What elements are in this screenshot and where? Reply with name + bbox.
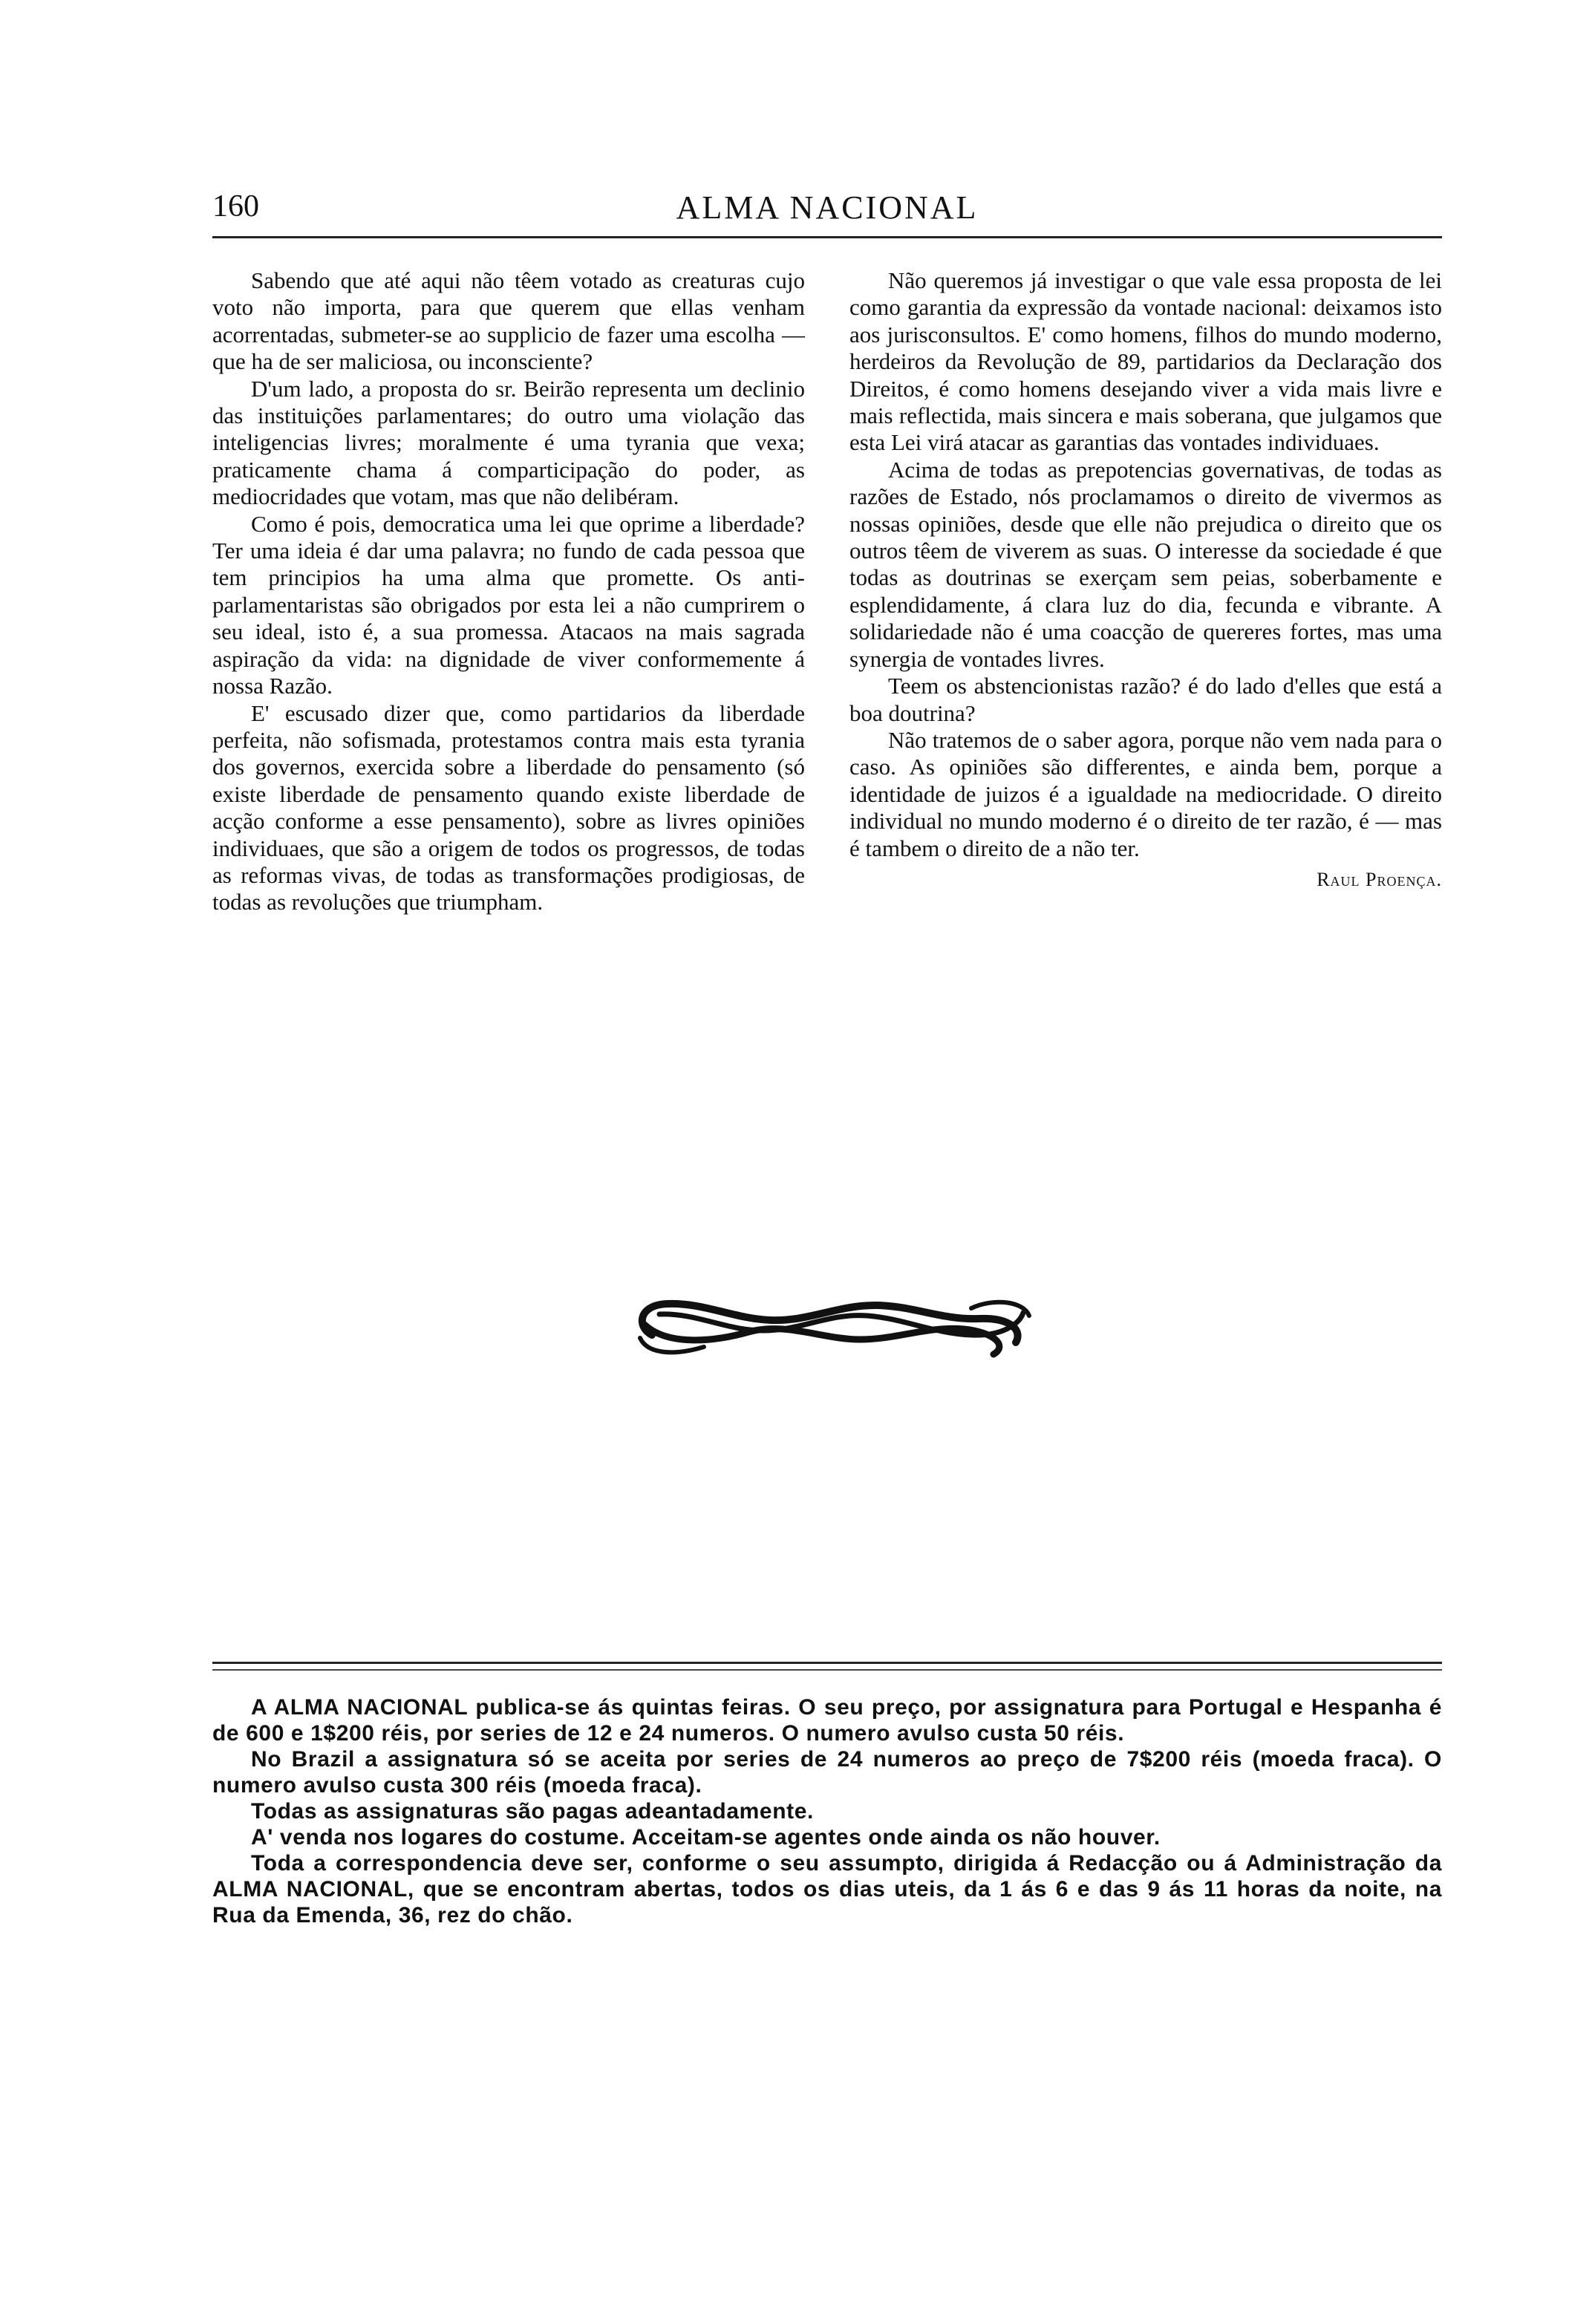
notice-paragraph: A' venda nos logares do costume. Acceitam-se agentes onde ainda os não houver. <box>251 1825 1161 1850</box>
divider <box>212 1669 1442 1671</box>
notice-paragraph: Todas as assignaturas são pagas adeantadamente. <box>251 1799 814 1824</box>
notice-paragraph: A ALMA NACIONAL publica-se ás quintas feiras. O seu preço, por assignatura para Portugal e Hespanha é de 600 e 1$200 réis, por series de 12 e 24 numeros. O numero avulso custa 50 réis. <box>212 1695 1442 1746</box>
left-column <box>212 267 805 916</box>
paragraph: Não queremos já investigar o que vale essa proposta de lei como garantia da expressão da vontade nacional: deixamos isto aos jurisconsultos. E' como homens, filhos do mundo moderno, herdeiros da Revolução de 89, partidarios da Declaração dos Direitos, é como homens desejando viver a vida mais livre e mais reflectida, mais sincera e mais soberana, que julgamos que esta Lei virá atacar as garantias das vontades individuaes. <box>849 267 1442 456</box>
paragraph: Sabendo que até aqui não têem votado as creaturas cujo voto não importa, para que querem que ellas venham acorrentadas, submeter-se ao supplicio de fazer uma escolha — que ha de ser maliciosa, ou inconsciente? <box>212 267 805 375</box>
notice-paragraph: Toda a correspondencia deve ser, conforme o seu assumpto, dirigida á Redacção ou á Administração da ALMA NACIONAL, que se encontram abertas, todos os dias uteis, da 1 ás 6 e das 9 ás 11 horas da noite, na Rua da Emenda, 36, rez do chão. <box>212 1851 1442 1928</box>
paragraph: Acima de todas as prepotencias governativas, de todas as razões de Estado, nós proclamamos o direito de vivermos as nossas opiniões, desde que elle não prejudica o direito que os outros têem de viverem as suas. O interesse da sociedade é que todas as doutrinas se exerçam sem peias, soberbamente e esplendidamente, á clara luz do dia, fecunda e vibrante. A solidariedade não é uma coacção de quereres fortes, mas uma synergia de vontades livres. <box>849 456 1442 672</box>
paragraph: Teem os abstencionistas razão? é do lado d'elles que está a boa doutrina? <box>849 673 1442 726</box>
scroll-ornament-icon <box>622 1283 1038 1366</box>
page-number: 160 <box>212 189 259 223</box>
right-column <box>849 267 1442 893</box>
paragraph: E' escusado dizer que, como partidarios da liberdade perfeita, não sofismada, protestamos contra mais esta tyrania dos governos, exercida sobre a liberdade do pensamento (só existe liberdade de pensamento quando existe liberdade de acção conforme a esse pensamento), sobre as livres opiniões individuaes, que são a origem de todos os progressos, de todas as reformas vivas, de todas as transformações prodigiosas, de todas as revoluções que triumpham. <box>212 699 805 915</box>
paragraph: D'um lado, a proposta do sr. Beirão representa um declinio das instituições parlamentares; do outro uma violação das inteligencias livres; moralmente é uma tyrania que vexa; praticamente chama á comparticipação do poder, as mediocridades que votam, mas que não delibéram. <box>212 375 805 510</box>
divider <box>212 1662 1442 1664</box>
author-signature: Raul Proença. <box>1317 868 1442 890</box>
publication-notice <box>212 1694 1442 1928</box>
journal-title: ALMA NACIONAL <box>676 189 979 226</box>
notice-paragraph: No Brazil a assignatura só se aceita por series de 24 numeros ao preço de 7$200 réis (moeda fraca). O numero avulso custa 300 réis (moeda fraca). <box>212 1747 1442 1798</box>
footer-rules <box>212 1662 1442 1675</box>
page-header <box>212 186 1442 232</box>
paragraph: Não tratemos de o saber agora, porque não vem nada para o caso. As opiniões são differentes, e ainda bem, porque a identidade de juizos é a igualdade na mediocridade. O direito individual no mundo moderno é o direito de ter razão, é — mas é tambem o direito de a não ter. <box>849 726 1442 861</box>
header-rule <box>212 236 1442 238</box>
paragraph: Como é pois, democratica uma lei que oprime a liberdade? Ter uma ideia é dar uma palavra; no fundo de cada pessoa que tem principios ha uma alma que promette. Os anti-parlamentaristas são obrigados por esta lei a não cumprirem o seu ideal, isto é, a sua promessa. Atacaos na mais sagrada aspiração da vida: na dignidade de viver conformemente á nossa Razão. <box>212 510 805 699</box>
